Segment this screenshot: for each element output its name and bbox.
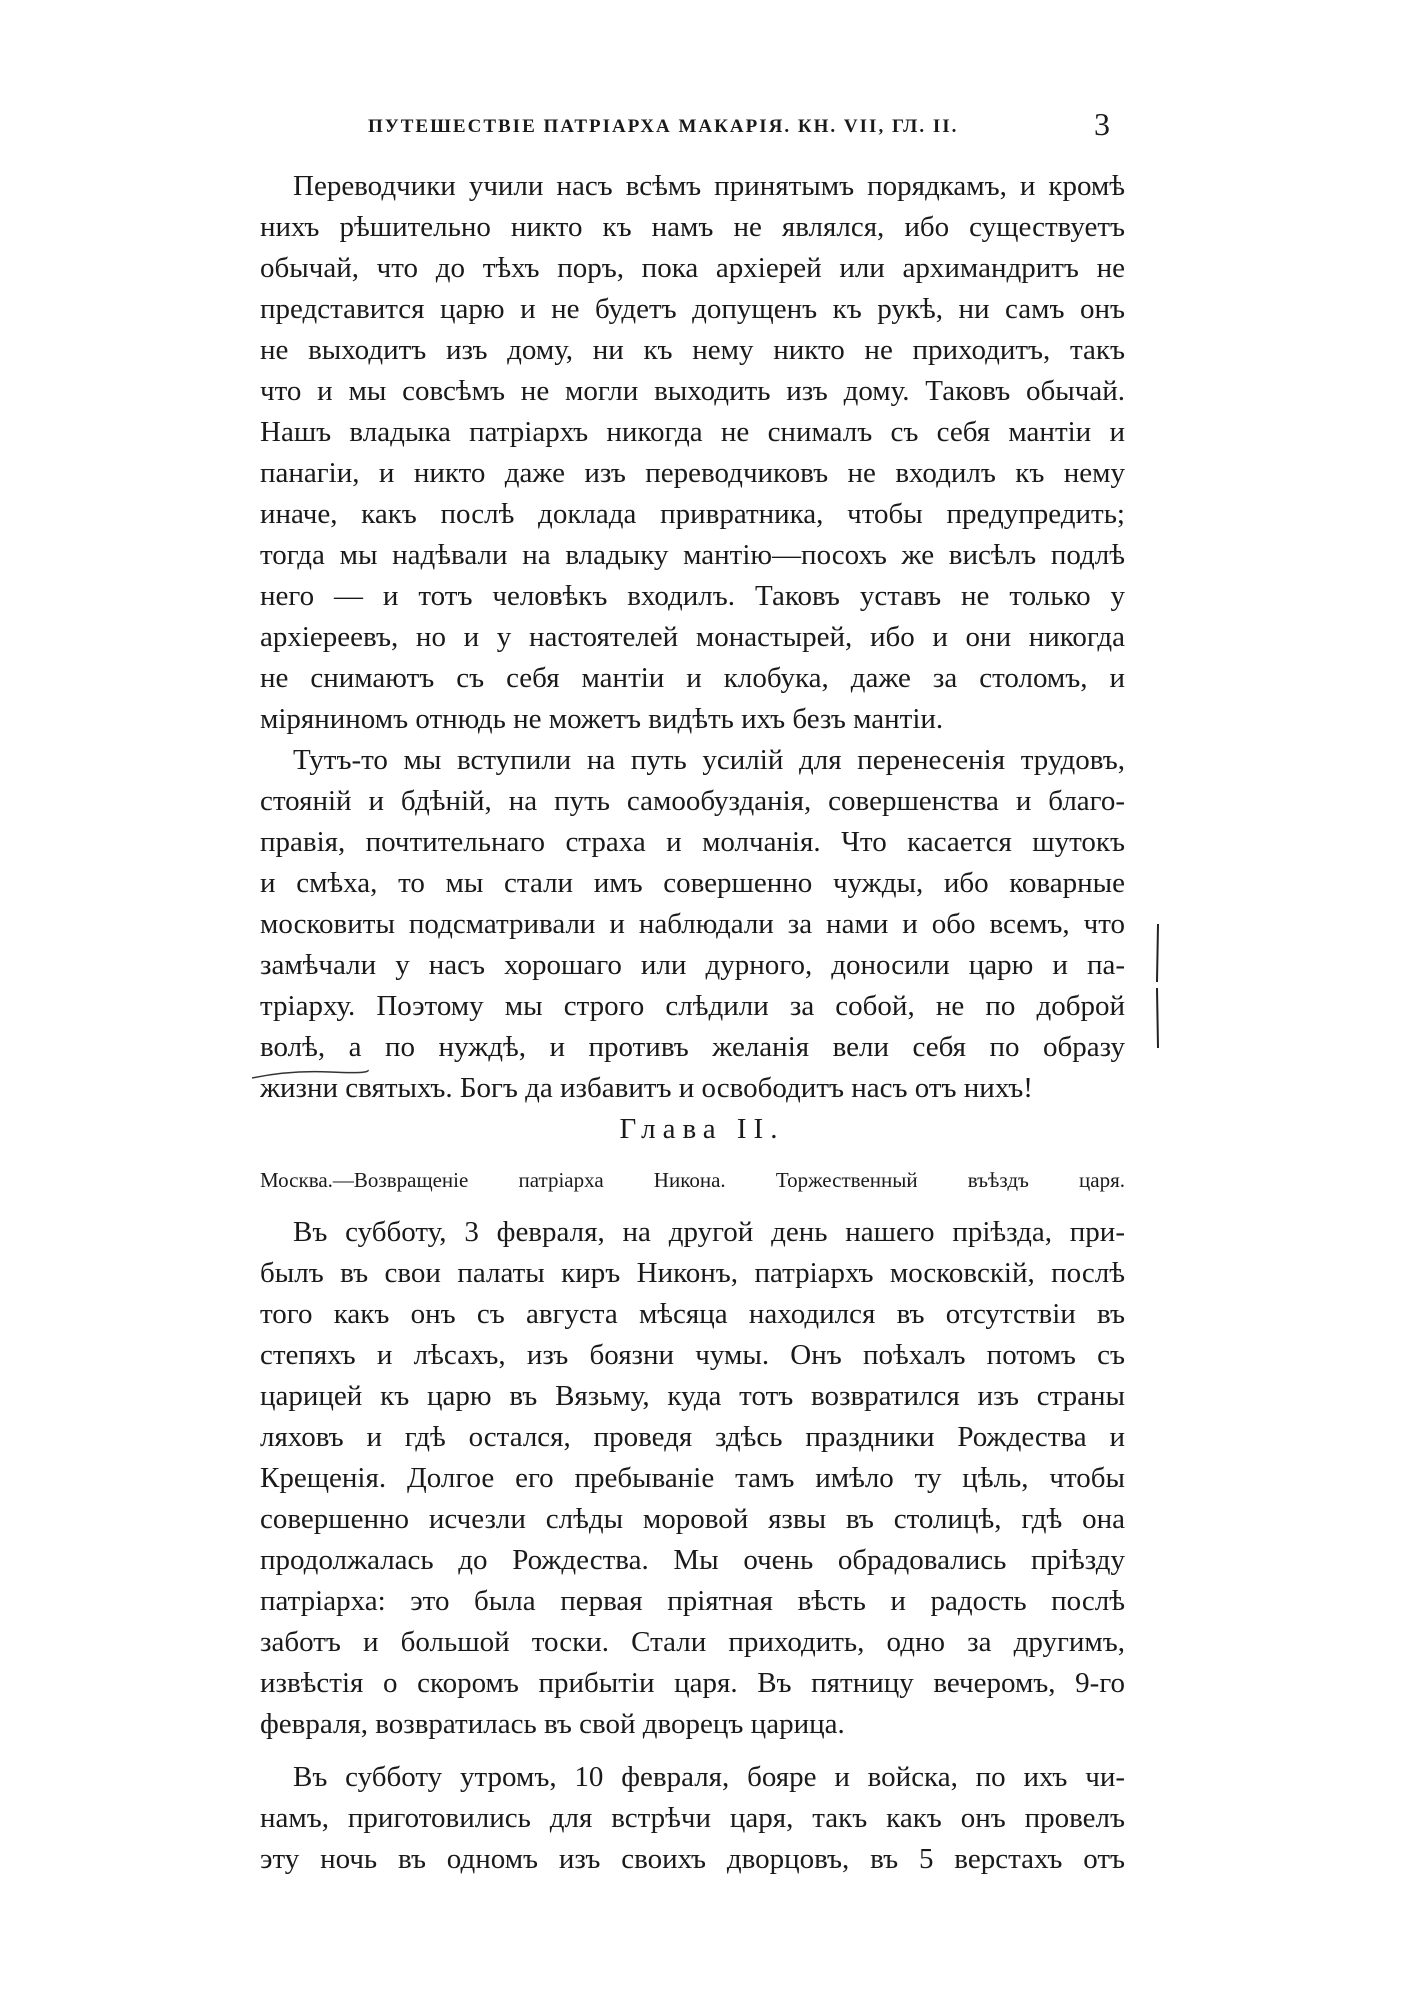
text-line: представится царю и не будетъ допущенъ къ рукѣ, ни самъ онъ: [260, 293, 1125, 325]
text-line: совершенно исчезли слѣды моровой язвы въ столицѣ, гдѣ она: [260, 1503, 1125, 1535]
chapter-summary: Москва.—Возвращеніе патріарха Никона. Торжественный въѣздъ царя.: [260, 1168, 1125, 1192]
text-line: эту ночь въ одномъ изъ своихъ дворцовъ, въ 5 верстахъ отъ: [260, 1843, 1125, 1875]
text-line: былъ въ свои палаты киръ Никонъ, патріархъ московскій, послѣ: [260, 1257, 1125, 1289]
text-line: степяхъ и лѣсахъ, изъ боязни чумы. Онъ поѣхалъ потомъ съ: [260, 1339, 1125, 1371]
text-line: Переводчики учили насъ всѣмъ принятымъ порядкамъ, и кромѣ: [293, 170, 1125, 202]
text-line: заботъ и большой тоски. Стали приходить, одно за другимъ,: [260, 1626, 1125, 1658]
chapter-heading: Глава II.: [619, 1113, 785, 1145]
text-line: панагіи, и никто даже изъ переводчиковъ не входилъ къ нему: [260, 457, 1125, 489]
paragraph-3: [260, 1212, 1125, 1745]
text-line: Нашъ владыка патріархъ никогда не снималъ съ себя мантіи и: [260, 416, 1125, 448]
text-line: и смѣха, то мы стали имъ совершенно чужды, ибо коварные: [260, 867, 1125, 899]
paragraph-1: [260, 166, 1125, 740]
text-line: намъ, приготовились для встрѣчи царя, такъ какъ онъ провелъ: [260, 1802, 1125, 1834]
text-line: Тутъ-то мы вступили на путь усилій для перенесенія трудовъ,: [293, 744, 1125, 776]
running-head: [0, 104, 1404, 144]
text-line: міряниномъ отнюдь не можетъ видѣть ихъ безъ мантіи.: [260, 703, 944, 735]
text-line: тріарху. Поэтому мы строго слѣдили за собой, не по доброй: [260, 990, 1125, 1022]
text-line: извѣстія о скоромъ прибытіи царя. Въ пятницу вечеромъ, 9-го: [260, 1667, 1125, 1699]
paragraph-4: [260, 1757, 1125, 1880]
text-line: архіереевъ, но и у настоятелей монастырей, ибо и они никогда: [260, 621, 1125, 653]
page-number: 3: [1094, 106, 1110, 142]
text-line: не снимаютъ съ себя мантіи и клобука, даже за столомъ, и: [260, 662, 1125, 694]
text-line: Въ субботу, 3 февраля, на другой день нашего пріѣзда, при-: [293, 1216, 1125, 1248]
text-line: него — и тотъ человѣкъ входилъ. Таковъ уставъ не только у: [260, 580, 1125, 612]
text-line: патріарха: это была первая пріятная вѣсть и радость послѣ: [260, 1585, 1125, 1617]
text-line: нихъ рѣшительно никто къ намъ не являлся, ибо существуетъ: [260, 211, 1125, 243]
pencil-margin-mark: [1148, 922, 1168, 1050]
text-line: царицей къ царю въ Вязьму, куда тотъ возвратился изъ страны: [260, 1380, 1125, 1412]
text-line: Въ субботу утромъ, 10 февраля, бояре и войска, по ихъ чи-: [293, 1761, 1125, 1793]
paragraph-2: [260, 740, 1125, 1109]
text-line: волѣ, а по нуждѣ, и противъ желанія вели себя по образу: [260, 1031, 1125, 1063]
text-line: тогда мы надѣвали на владыку мантію—посохъ же висѣлъ подлѣ: [260, 539, 1125, 571]
text-line: Крещенія. Долгое его пребываніе тамъ имѣло ту цѣль, чтобы: [260, 1462, 1125, 1494]
running-title: ПУТЕШЕСТВІЕ ПАТРІАРХА МАКАРІЯ. КН. VII, ГЛ. II.: [368, 116, 959, 137]
text-line: ляховъ и гдѣ остался, проведя здѣсь праздники Рождества и: [260, 1421, 1125, 1453]
text-line: продолжалась до Рождества. Мы очень обрадовались пріѣзду: [260, 1544, 1125, 1576]
text-line: что и мы совсѣмъ не могли выходить изъ дому. Таковъ обычай.: [260, 375, 1125, 407]
text-line: московиты подсматривали и наблюдали за нами и обо всемъ, что: [260, 908, 1125, 940]
text-line: того какъ онъ съ августа мѣсяца находился въ отсутствіи въ: [260, 1298, 1125, 1330]
text-line: стояній и бдѣній, на путь самообузданія, совершенства и благо-: [260, 785, 1125, 817]
text-line: правія, почтительнаго страха и молчанія. Что касается шутокъ: [260, 826, 1125, 858]
text-line: обычай, что до тѣхъ поръ, пока архіерей или архимандритъ не: [260, 252, 1125, 284]
text-line: замѣчали у насъ хорошаго или дурного, доносили царю и па-: [260, 949, 1125, 981]
text-line: иначе, какъ послѣ доклада привратника, чтобы предупредить;: [260, 498, 1125, 530]
pencil-underline-mark: [250, 1064, 370, 1082]
text-line: февраля, возвратилась въ свой дворецъ царица.: [260, 1708, 845, 1740]
text-line: не выходитъ изъ дому, ни къ нему никто не приходитъ, такъ: [260, 334, 1125, 366]
text-line: жизни святыхъ. Богъ да избавитъ и освободитъ насъ отъ нихъ!: [260, 1072, 1033, 1104]
